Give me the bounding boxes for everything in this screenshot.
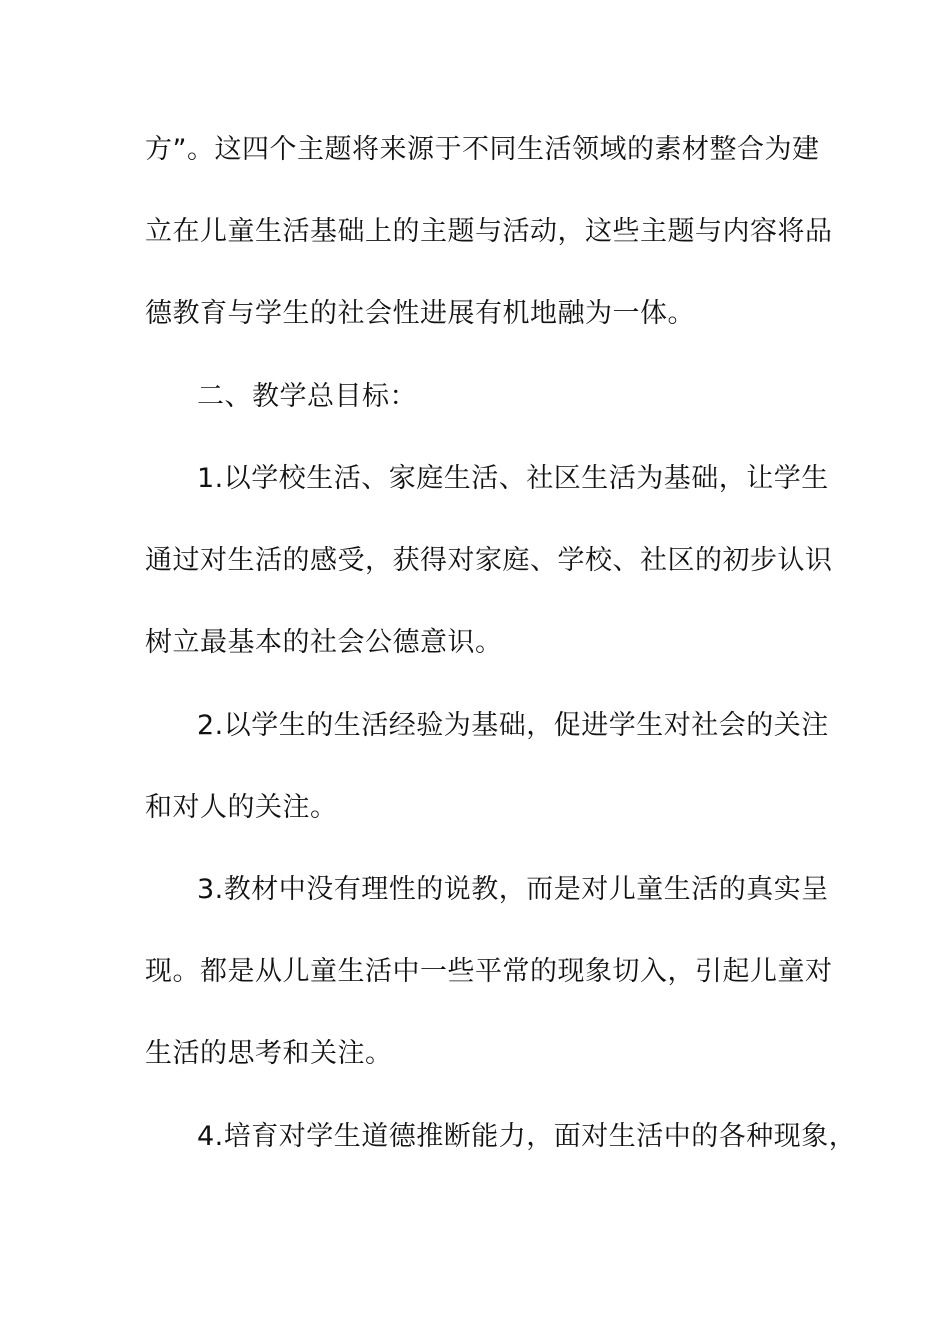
text-line: 1.以学校生活、家庭生活、社区生活为基础，让学生 — [197, 463, 829, 494]
text-line: 树立最基本的社会公德意识。 — [145, 627, 503, 658]
text-line: 和对人的关注。 — [145, 792, 338, 823]
text-line: 3.教材中没有理性的说教，而是对儿童生活的真实呈 — [197, 874, 829, 905]
text-line: 生活的思考和关注。 — [145, 1038, 393, 1069]
text-line: 通过对生活的感受，获得对家庭、学校、社区的初步认识 — [145, 545, 833, 576]
text-line: 现。都是从儿童生活中一些平常的现象切入，引起儿童对 — [145, 956, 833, 987]
text-line: 方”。这四个主题将来源于不同生活领域的素材整合为建 — [145, 134, 820, 165]
text-line: 2.以学生的生活经验为基础，促进学生对社会的关注 — [197, 710, 829, 741]
text-line: 立在儿童生活基础上的主题与活动，这些主题与内容将品 — [145, 216, 833, 247]
section-heading: 二、教学总目标： — [197, 381, 417, 412]
text-line: 4.培育对学生道德推断能力，面对生活中的各种现象， — [197, 1121, 857, 1152]
text-line: 德教育与学生的社会性进展有机地融为一体。 — [145, 298, 695, 329]
